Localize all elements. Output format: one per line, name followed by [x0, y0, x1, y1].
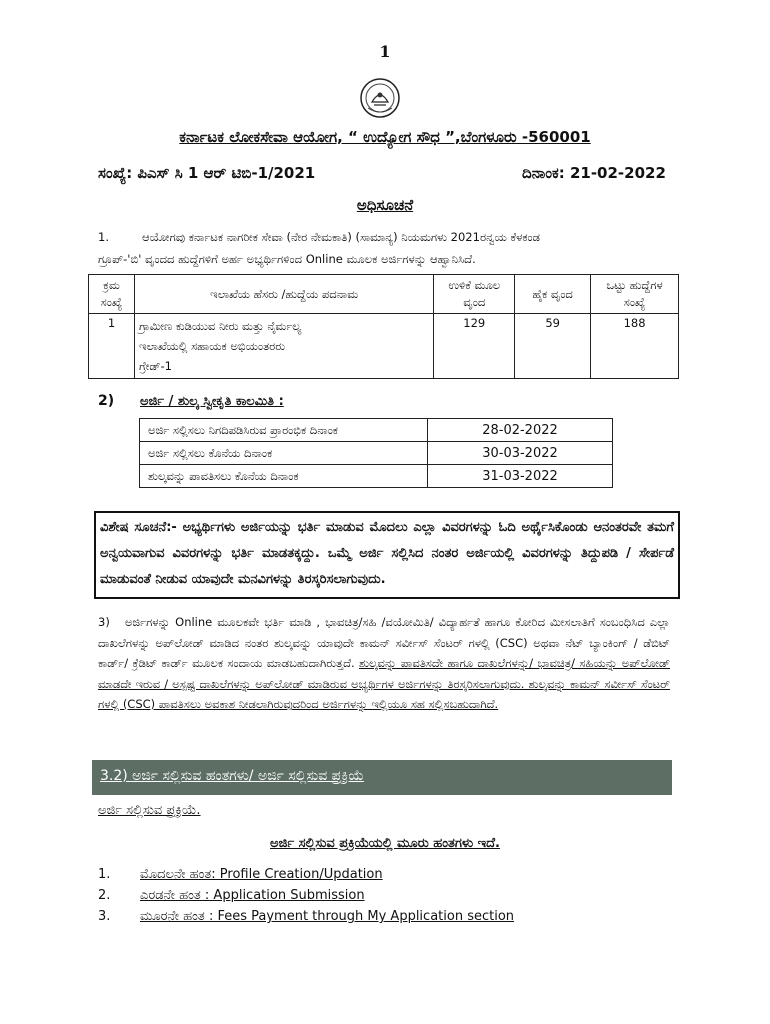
special-notice-box — [94, 511, 680, 599]
org-title: ಕರ್ನಾಟಕ ಲೋಕಸೇವಾ ಆಯೋಗ, “ ಉದ್ಯೋಗ ಸೌಧ ”,ಬೆಂಗಳೂರು -560001 — [179, 128, 591, 146]
section2-number: 2) — [98, 393, 115, 409]
date-value: 28-02-2022 — [428, 419, 613, 442]
para3-number: 3) — [98, 615, 110, 629]
post-name-line: ಗ್ರಾಮೀಣ ಕುಡಿಯುವ ನೀರು ಮತ್ತು ನೈರ್ಮಲ್ಯ — [138, 319, 302, 333]
intro-number: 1. — [98, 230, 109, 244]
step-number: 2. — [98, 888, 111, 903]
posts-table — [88, 274, 679, 379]
date-value: 31-03-2022 — [428, 465, 613, 488]
header-sl-no: ಕ್ರಮ ಸಂಖ್ಯೆ — [89, 275, 135, 314]
header-dept-post: ಇಲಾಖೆಯ ಹೆಸರು /ಹುದ್ದೆಯ ಪದನಾಮ — [134, 275, 433, 314]
step-text: ಮೂರನೇ ಹಂತ : Fees Payment through My Application section — [140, 909, 515, 924]
list-item — [98, 885, 658, 906]
reference-number: ಸಂಖ್ಯೆ: ಪಿಎಸ್ ಸಿ 1 ಆರ್ ಟಿಬಿ-1/2021 — [98, 164, 316, 182]
intro-text-1: ಆಯೋಗವು ಕರ್ನಾಟಕ ನಾಗರೀಕ ಸೇವಾ (ನೇರ ನೇಮಕಾತಿ) (ಸಾಮಾನ್ಯ) ನಿಯಮಗಳು 2021ರನ್ವಯ ಕೆಳಕಂಡ — [142, 230, 540, 244]
cell-dept-post — [134, 314, 433, 379]
notification-date: ದಿನಾಂಕ: 21-02-2022 — [522, 164, 666, 182]
list-item — [98, 864, 658, 885]
date-label: ಅರ್ಜಿ ಸಲ್ಲಿಸಲು ಕೊನೆಯ ದಿನಾಂಕ — [140, 442, 428, 465]
step-text: ಮೊದಲನೇ ಹಂತ: Profile Creation/Updation — [140, 867, 383, 882]
header-total: ಒಟ್ಟು ಹುದ್ದೆಗಳ ಸಂಖ್ಯೆ — [591, 275, 679, 314]
section2-title: ಅರ್ಜಿ / ಶುಲ್ಕ ಸ್ವೀಕೃತಿ ಕಾಲಮಿತಿ : — [140, 394, 284, 409]
cell-total: 188 — [591, 314, 679, 379]
cell-sl-no: 1 — [89, 314, 135, 379]
table-row — [89, 314, 679, 379]
application-paragraph — [98, 612, 670, 715]
posts-table-header — [89, 275, 679, 314]
post-name-line: ಇಲಾಖೆಯಲ್ಲಿ ಸಹಾಯಕ ಅಭಿಯಂತರರು — [138, 339, 285, 353]
step-text: ಎರಡನೇ ಹಂತ : Application Submission — [140, 888, 365, 903]
dates-table — [139, 418, 613, 488]
list-item — [98, 906, 658, 927]
page-number: 1 — [379, 42, 391, 61]
intro-line-2: ಗ್ರೂಪ್-'ಬಿ' ವೃಂದದ ಹುದ್ದೆಗಳಿಗೆ ಅರ್ಹ ಅಭ್ಯರ್ಥಿಗಳಿಂದ Online ಮೂಲಕ ಅರ್ಜಿಗಳನ್ನು ಆಹ್ವಾನಿಸಿದೆ. — [98, 252, 476, 266]
step-number: 3. — [98, 909, 111, 924]
table-row — [140, 442, 613, 465]
table-row — [140, 419, 613, 442]
intro-paragraph — [98, 226, 673, 270]
banner-text: 3.2) ಅರ್ಜಿ ಸಲ್ಲಿಸುವ ಹಂತಗಳು/ ಅರ್ಜಿ ಸಲ್ಲಿಸುವ ಪ್ರಕ್ರಿಯೆ — [100, 768, 364, 784]
step-number: 1. — [98, 867, 111, 882]
header-residual: ಉಳಿಕೆ ಮೂಲ ವೃಂದ — [434, 275, 515, 314]
section-banner — [92, 760, 672, 795]
steps-list — [98, 864, 658, 927]
notification-title: ಅಧಿಸೂಚನೆ — [356, 196, 414, 214]
para3-text: ಅರ್ಜಿಗಳನ್ನು Online ಮೂಲಕವೇ ಭರ್ತಿ ಮಾಡಿ , ಭಾವಚಿತ್ರ/ಸಹಿ /ವಯೋಮಿತಿ/ ವಿದ್ಯಾರ್ಹತೆ ಹಾಗೂ ಕೋರಿದ ಮೀಸಲಾತಿಗೆ ಸಂಬಂಧಿಸಿದ ಎಲ್ಲಾ ದಾಖಲೆಗಳನ್ನು ಅಪ್‌ಲೋಡ್ ಮಾಡಿದ ನಂತರ ಶುಲ್ಕವನ್ನು ಯಾವುದೇ ಕಾಮನ್ ಸರ್ವೀಸ್ ಸೆಂಟರ್ ಗಳಲ್ಲಿ (CSC) ಅಥವಾ ನೆಟ್ ಬ್ಯಾಂಕಿಂಗ್ / ಡೆಬಿಟ್ ಕಾರ್ಡ್/ ಕ್ರೆಡಿಟ್ ಕಾರ್ಡ್ ಮೂಲಕ ಸಂದಾಯ ಮಾಡಬಹುದಾಗಿರುತ್ತದೆ. — [98, 615, 671, 670]
post-name-line: ಗ್ರೇಡ್-1 — [138, 359, 172, 373]
table-row — [140, 465, 613, 488]
special-notice-lead: ವಿಶೇಷ ಸೂಚನೆ:- — [100, 520, 177, 535]
karnataka-emblem-icon — [358, 76, 402, 120]
para3-underlined-text: ಶುಲ್ಕವನ್ನು ಪಾವತಿಸದೇ ಹಾಗೂ ದಾಖಲೆಗಳನ್ನು/ ಭಾವಚಿತ್ರ/ ಸಹಿಯನ್ನು ಅಪ್‌ಲೋಡ್ ಮಾಡದೇ ಇರುವ / ಅಸ್ಪಷ್ಟ ದಾಖಲೆಗಳನ್ನು ಅಪ್‌ಲೋಡ್ ಮಾಡಿರುವ ಅಭ್ಯರ್ಥಿಗಳ ಅರ್ಜಿಗಳನ್ನು ತಿರಸ್ಕರಿಸಲಾಗುವುದು. ಶುಲ್ಕವನ್ನು ಕಾಮನ್ ಸರ್ವೀಸ್ ಸೆಂಟರ್ ಗಳಲ್ಲಿ (CSC) ಪಾವತಿಸಲು ಅವಕಾಶ ನೀಡಲಾಗಿರುವುದರಿಂದ ಅರ್ಜಿಗಳನ್ನು ಇಲ್ಲಿಯೂ ಸಹ ಸಲ್ಲಿಸಬಹುದಾಗಿದೆ. — [98, 656, 670, 711]
process-label: ಅರ್ಜಿ ಸಲ್ಲಿಸುವ ಪ್ರಕ್ರಿಯೆ. — [98, 803, 201, 818]
header-hk: ಹೈಕ ವೃಂದ — [515, 275, 591, 314]
date-label: ಅರ್ಜಿ ಸಲ್ಲಿಸಲು ನಿಗದಿಪಡಿಸಿರುವ ಪ್ರಾರಂಭಿಕ ದಿನಾಂಕ — [140, 419, 428, 442]
date-value: 30-03-2022 — [428, 442, 613, 465]
date-label: ಶುಲ್ಕವನ್ನು ಪಾವತಿಸಲು ಕೊನೆಯ ದಿನಾಂಕ — [140, 465, 428, 488]
cell-residual: 129 — [434, 314, 515, 379]
cell-hk: 59 — [515, 314, 591, 379]
special-notice-text: ಅಭ್ಯರ್ಥಿಗಳು ಅರ್ಜಿಯನ್ನು ಭರ್ತಿ ಮಾಡುವ ಮೊದಲು ಎಲ್ಲಾ ವಿವರಗಳನ್ನು ಓದಿ ಅರ್ಥೈಸಿಕೊಂಡು ಆನಂತರವೇ ತಮಗೆ ಅನ್ವಯವಾಗುವ ವಿವರಗಳನ್ನು ಭರ್ತಿ ಮಾಡತಕ್ಕದ್ದು. ಒಮ್ಮೆ ಅರ್ಜಿ ಸಲ್ಲಿಸಿದ ನಂತರ ಅರ್ಜಿಯಲ್ಲಿ ವಿವರಗಳನ್ನು ತಿದ್ದುಪಡಿ / ಸೇರ್ಪಡೆ ಮಾಡುವಂತೆ ನೀಡುವ ಯಾವುದೇ ಮನವಿಗಳನ್ನು ತಿರಸ್ಕರಿಸಲಾಗುವುದು. — [100, 520, 674, 587]
intro-line-1 — [98, 226, 673, 248]
steps-title: ಅರ್ಜಿ ಸಲ್ಲಿಸುವ ಪ್ರಕ್ರಿಯೆಯಲ್ಲಿ ಮೂರು ಹಂತಗಳು ಇದೆ. — [270, 836, 500, 851]
